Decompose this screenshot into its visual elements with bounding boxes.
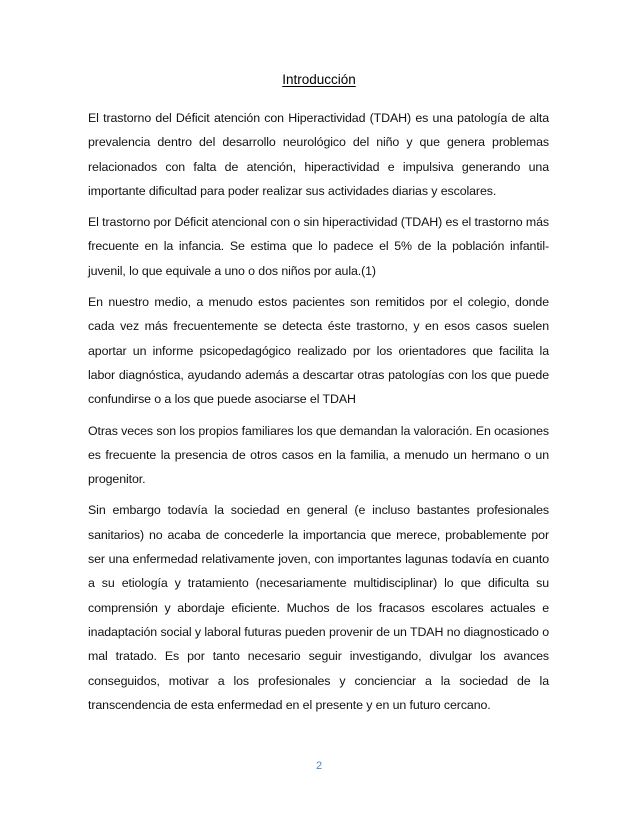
page-title: Introducción xyxy=(282,72,356,87)
body-text xyxy=(88,106,549,724)
paragraph-3: En nuestro medio, a menudo estos pacientes son remitidos por el colegio, donde cada vez más frecuentemente se detecta éste trastorno, y en esos casos suelen aportar un informe psicopedagógico realizado por los orientadores que facilita la labor diagnóstica, ayudando además a descartar otras patologías con los que puede confundirse o a los que puede asociarse el TDAH xyxy=(88,295,549,407)
paragraph-1: El trastorno del Déficit atención con Hiperactividad (TDAH) es una patología de alta prevalencia dentro del desarrollo neurológico del niño y que genera problemas relacionados con falta de atención, hiperactividad e impulsiva generando una importante dificultad para poder realizar sus actividades diarias y escolares. xyxy=(88,111,549,198)
paragraph-4: Otras veces son los propios familiares los que demandan la valoración. En ocasiones es frecuente la presencia de otros casos en la familia, a menudo un hermano o un progenitor. xyxy=(88,423,549,487)
page-number: 2 xyxy=(315,760,323,772)
paragraph-5: Sin embargo todavía la sociedad en general (e incluso bastantes profesionales sanitarios) no acaba de concederle la importancia que merece, probablemente por ser una enfermedad relativamente joven, con importantes lagunas todavía en cuanto a su etiología y tratamiento (necesariamente multidisciplinar) lo que dificulta su comprensión y abordaje eficiente. Muchos de los fracasos escolares actuales e inadaptación social y laboral futuras pueden provenir de un TDAH no diagnosticado o mal tratado. Es por tanto necesario seguir investigando, divulgar los avances conseguidos, motivar a los profesionales y concienciar a la sociedad de la transcendencia de esta enfermedad en el presente y en un futuro cercano. xyxy=(88,503,549,712)
paragraph-2: El trastorno por Déficit atencional con o sin hiperactividad (TDAH) es el trastorno más frecuente en la infancia. Se estima que lo padece el 5% de la población infantil-juvenil, lo que equivale a uno o dos niños por aula.(1) xyxy=(88,215,549,278)
